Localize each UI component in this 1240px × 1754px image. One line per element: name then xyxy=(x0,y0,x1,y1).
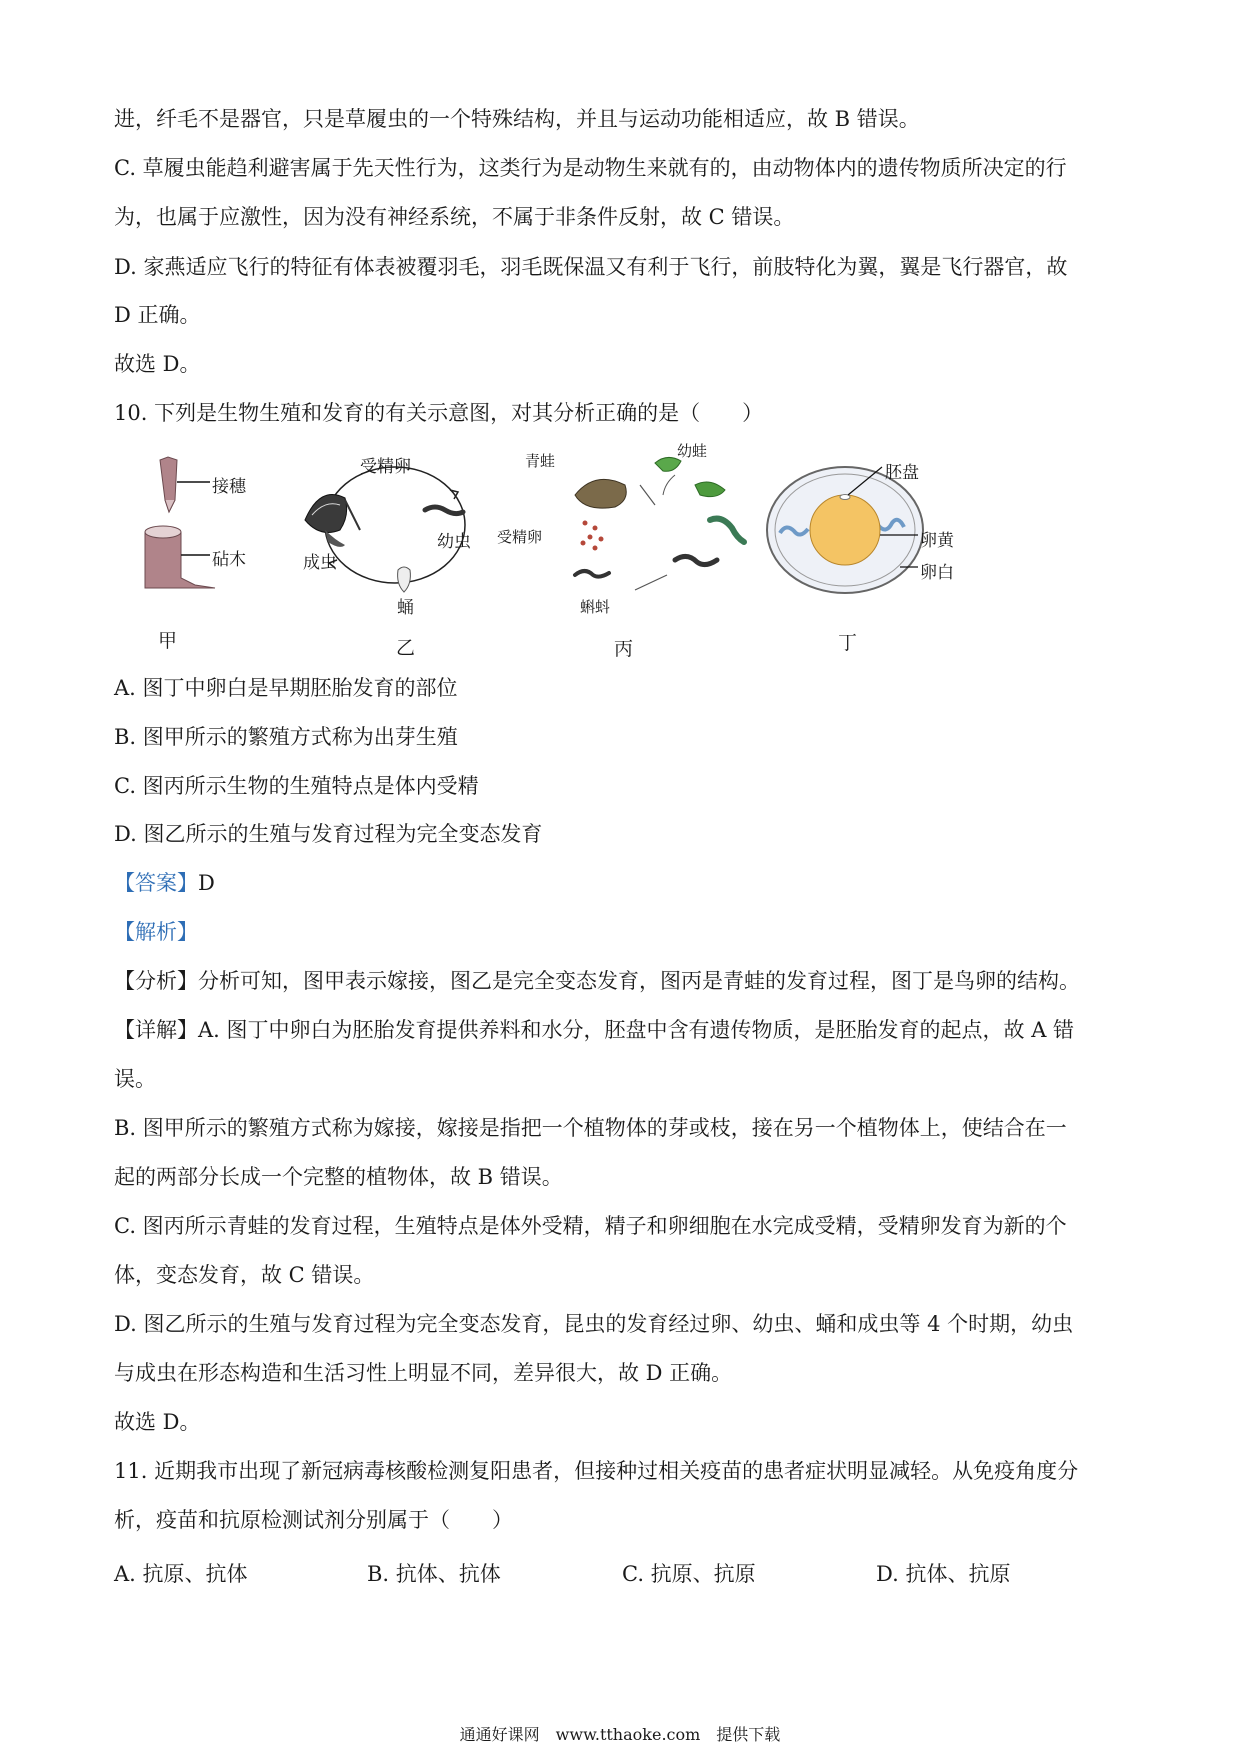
text-line: D. 家燕适应飞行的特征有体表被覆羽毛，羽毛既保温又有利于飞行，前肢特化为翼，翼是飞行器官，故 xyxy=(114,255,1068,279)
page-footer: 通通好课网 www.tthaoke.com 提供下载 xyxy=(459,1725,781,1744)
label-yolk: 卵黄 xyxy=(920,531,954,551)
question-10-stem: 10. 下列是生物生殖和发育的有关示意图，对其分析正确的是（ ） xyxy=(114,401,764,425)
answer-line xyxy=(114,871,215,895)
explanation-line: B. 图甲所示的繁殖方式称为嫁接，嫁接是指把一个植物体的芽或枝，接在另一个植物体上，使结合在一 xyxy=(114,1116,1067,1140)
label-germinal-disc: 胚盘 xyxy=(885,463,919,483)
label-adult: 成虫 xyxy=(303,553,337,573)
text-line: 为，也属于应激性，因为没有神经系统，不属于非条件反射，故 C 错误。 xyxy=(114,205,795,229)
label-frog-egg: 受精卵 xyxy=(497,528,543,546)
q11-option-d: D. 抗体、抗原 xyxy=(876,1562,1011,1586)
caption-jia: 甲 xyxy=(158,630,178,652)
text-line: 故选 D。 xyxy=(114,352,201,376)
explanation-line: 与成虫在形态构造和生活习性上明显不同，差异很大，故 D 正确。 xyxy=(114,1361,733,1385)
explanation-line: 起的两部分长成一个完整的植物体，故 B 错误。 xyxy=(114,1165,563,1189)
caption-bing: 丙 xyxy=(614,638,634,660)
label-egg-white: 卵白 xyxy=(920,563,954,583)
option-b: B. 图甲所示的繁殖方式称为出芽生殖 xyxy=(114,725,458,749)
text-line: C. 草履虫能趋利避害属于先天性行为，这类行为是动物生来就有的，由动物体内的遗传物质所决定的行 xyxy=(114,156,1067,180)
explanation-line: 【分析】分析可知，图甲表示嫁接，图乙是完全变态发育，图丙是青蛙的发育过程，图丁是鸟卵的结构。 xyxy=(114,969,1080,993)
explanation-line: 误。 xyxy=(114,1067,156,1091)
answer-value: D xyxy=(198,871,215,895)
question-11-stem: 析，疫苗和抗原检测试剂分别属于（ ） xyxy=(114,1508,513,1532)
explanation-line: C. 图丙所示青蛙的发育过程，生殖特点是体外受精，精子和卵细胞在水完成受精，受精卵发育为新的个 xyxy=(114,1214,1067,1238)
label-young-frog: 幼蛙 xyxy=(677,442,708,460)
label-rootstock: 砧木 xyxy=(212,550,246,570)
explanation-line: 【详解】A. 图丁中卵白为胚胎发育提供养料和水分，胚盘中含有遗传物质，是胚胎发育的起点，故 A 错 xyxy=(114,1018,1075,1042)
answer-label: 【答案】 xyxy=(114,871,198,895)
label-frog: 青蛙 xyxy=(525,452,556,470)
label-scion: 接穗 xyxy=(212,477,246,497)
q11-option-a: A. 抗原、抗体 xyxy=(114,1562,248,1586)
q11-option-b: B. 抗体、抗体 xyxy=(367,1562,501,1586)
option-c: C. 图丙所示生物的生殖特点是体内受精 xyxy=(114,774,479,798)
option-a: A. 图丁中卵白是早期胚胎发育的部位 xyxy=(114,676,458,700)
analysis-label: 【解析】 xyxy=(114,920,198,944)
explanation-line: 故选 D。 xyxy=(114,1410,201,1434)
caption-yi: 乙 xyxy=(396,637,416,659)
caption-ding: 丁 xyxy=(838,632,858,654)
label-larva: 幼虫 xyxy=(437,532,471,552)
q11-option-c: C. 抗原、抗原 xyxy=(622,1562,756,1586)
option-d: D. 图乙所示的生殖与发育过程为完全变态发育 xyxy=(114,822,543,846)
question-11-stem: 11. 近期我市出现了新冠病毒核酸检测复阳患者，但接种过相关疫苗的患者症状明显减轻。从免疫角度分 xyxy=(114,1459,1079,1483)
label-tadpole: 蝌蚪 xyxy=(580,598,611,616)
label-pupa: 蛹 xyxy=(397,598,414,618)
text-line: D 正确。 xyxy=(114,303,201,327)
label-fertilized-egg: 受精卵 xyxy=(360,457,411,477)
figure-frog-cycle xyxy=(555,445,755,615)
explanation-line: 体，变态发育，故 C 错误。 xyxy=(114,1263,375,1287)
text-line: 进，纤毛不是器官，只是草履虫的一个特殊结构，并且与运动功能相适应，故 B 错误。 xyxy=(114,107,920,131)
explanation-line: D. 图乙所示的生殖与发育过程为完全变态发育，昆虫的发育经过卵、幼虫、蛹和成虫等 4 个时期，幼虫 xyxy=(114,1312,1074,1336)
